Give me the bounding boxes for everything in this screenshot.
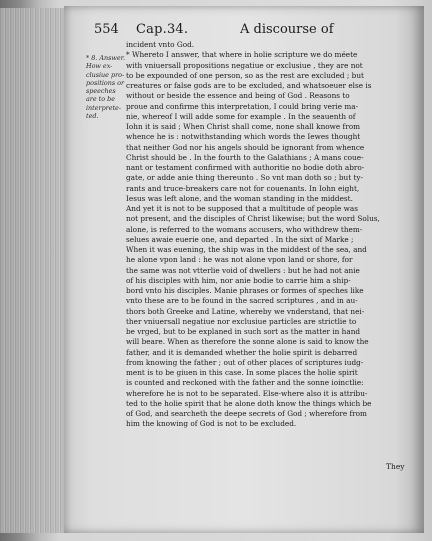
text-line: wherefore he is not to be separated. Else-where also it is attribu- bbox=[126, 388, 368, 398]
text-line: ment is to be giuen in this case. In some places the holie spirit bbox=[126, 368, 358, 377]
margin-note-line: ted. bbox=[86, 112, 99, 121]
text-line: whence he is : notwithstanding which words the Iewes thought bbox=[126, 132, 361, 142]
text-line: to be expounded of one person, so as the rest are excluded ; but bbox=[126, 70, 364, 80]
text-line: with vniuersall propositions negatiue or exclusiue , they are not bbox=[126, 60, 363, 70]
margin-note-line: are to be bbox=[86, 95, 115, 104]
body-text bbox=[126, 40, 418, 430]
text-line: he alone vpon land : he was not alone vpon land or shore, for bbox=[126, 255, 353, 265]
text-line: from knowing the father ; out of other places of scriptures iudg- bbox=[126, 357, 364, 367]
text-line: nant or testament confirmed with authoritie no bodie doth abro- bbox=[126, 163, 365, 172]
chapter-label: Cap.34. bbox=[136, 22, 189, 37]
margin-note-line: speeches bbox=[86, 87, 116, 96]
margin-note-line: How ex- bbox=[86, 62, 113, 71]
text-line: And yet it is not to be supposed that a multitude of people was bbox=[126, 204, 359, 213]
text-line: not present, and the disciples of Christ likewise; but the word Solus, bbox=[126, 214, 380, 224]
margin-note-line: positions or bbox=[86, 78, 125, 87]
margin-note-line: * 8. Answer. bbox=[86, 54, 126, 62]
text-line: bord vnto his disciples. Manie phrases or formes of speches like bbox=[126, 286, 364, 295]
text-line: be vrged, but to be explaned in such sort as the matter in hand bbox=[126, 327, 361, 336]
text-line: When it was euening, the ship was in the middest of the sea, and bbox=[126, 245, 367, 254]
text-line: Iohn it is said ; When Christ shall come, none shall knowe from bbox=[126, 122, 361, 131]
text-line: ted to the holie spirit that he alone doth know the things which be bbox=[126, 398, 372, 408]
text-line: father, and it is demanded whether the holie spirit is debarred bbox=[126, 347, 358, 357]
text-line: alone, is referred to the womans accusers, who withdrew them- bbox=[126, 224, 363, 234]
text-line: rants and truce-breakers care not for couenants. In Iohn eight, bbox=[126, 183, 360, 193]
text-line: incident vnto God. bbox=[126, 40, 195, 49]
text-line: nie, whereof I will adde some for example . In the seauenth of bbox=[126, 111, 356, 121]
text-line: will beare. When as therefore the sonne alone is said to know the bbox=[126, 337, 369, 347]
text-line: ther vniuersall negatiue nor exclusiue particles are strictlie to bbox=[126, 316, 357, 326]
catchword: They bbox=[386, 462, 405, 471]
fore-edge-pages bbox=[0, 8, 66, 533]
text-line: of God, and searcheth the deepe secrets of God ; wherefore from bbox=[126, 409, 367, 418]
text-line: gate, or adde anie thing thereunto . So vnt man doth so ; but ty- bbox=[126, 173, 364, 183]
running-title: A discourse of bbox=[240, 22, 334, 37]
text-line: without or beside the essence and being of God . Reasons to bbox=[126, 91, 350, 101]
text-line: selues awaie euerie one, and departed . In the sixt of Marke ; bbox=[126, 234, 354, 244]
margin-note-line: interprete- bbox=[86, 103, 122, 112]
page-number: 554 bbox=[94, 22, 119, 37]
margin-note bbox=[86, 54, 124, 120]
text-line: * Whereto I answer, that where in holie scripture we do méete bbox=[126, 50, 358, 60]
text-line: thors both Greeke and Latine, whereby we vnderstand, that nei- bbox=[126, 306, 365, 316]
text-line: is counted and reckoned with the father and the sonne ioinctlie: bbox=[126, 378, 364, 388]
text-line: the same was not vtterlie void of dwellers : but he had not anie bbox=[126, 265, 360, 275]
text-line: creatures or false gods are to be excluded, and whatsoeuer else is bbox=[126, 81, 372, 90]
text-line: that neither God nor his angels should be ignorant from whence bbox=[126, 142, 365, 152]
text-line: Christ should be . In the fourth to the Galathians ; A mans coue- bbox=[126, 152, 364, 162]
text-line: him the knowing of God is not to be excluded. bbox=[126, 419, 297, 429]
text-line: vnto these are to be found in the sacred scriptures , and in au- bbox=[126, 296, 358, 306]
text-line: proue and confirme this interpretation, I could bring verie ma- bbox=[126, 101, 359, 111]
margin-note-line: clusiue pro- bbox=[86, 70, 125, 79]
text-line: of his disciples with him, nor anie bodie to carrie him a ship- bbox=[126, 275, 351, 285]
text-line: Iesus was left alone, and the woman standing in the middest. bbox=[126, 193, 353, 203]
